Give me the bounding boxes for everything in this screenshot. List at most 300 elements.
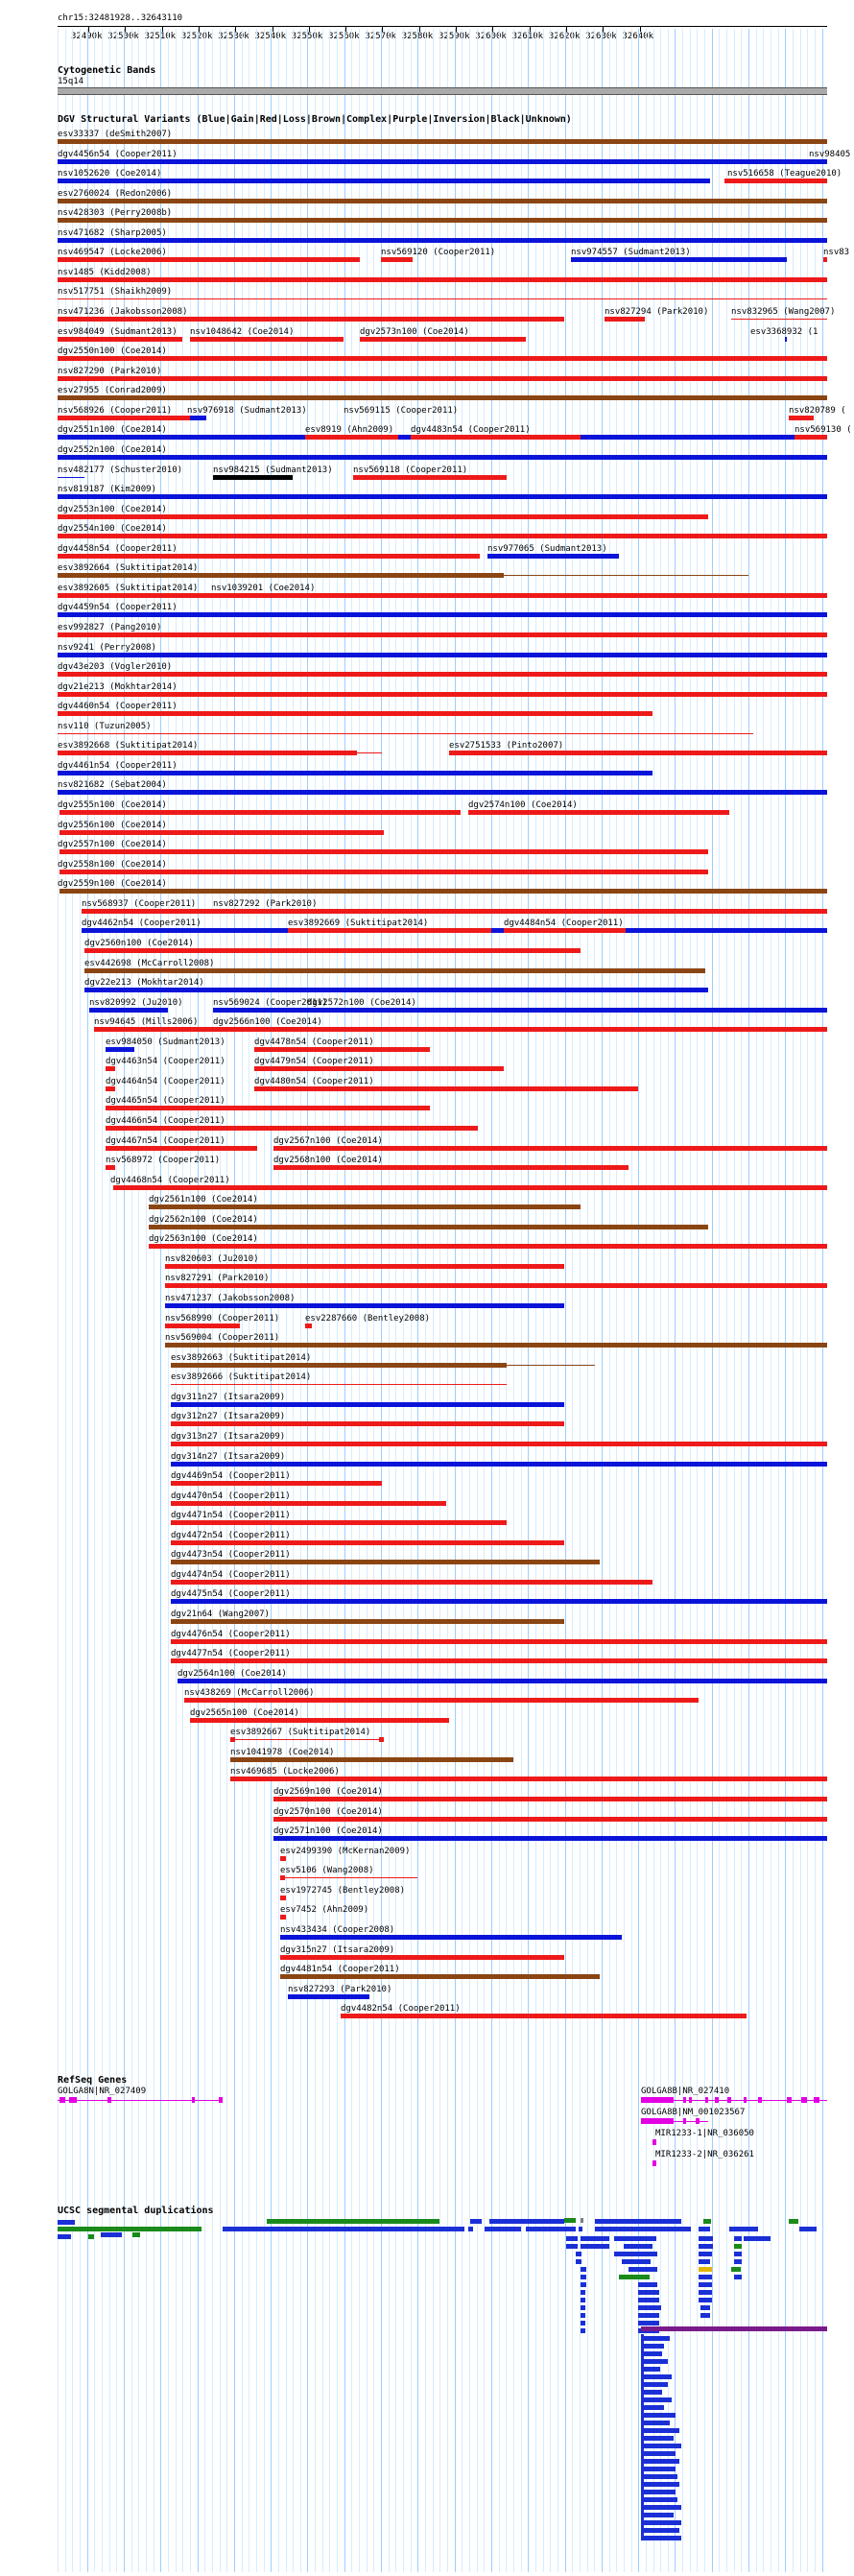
position-label: chr15:32481928..32643110 (58, 13, 183, 23)
gene-structure[interactable] (58, 2100, 223, 2101)
segdup-feature[interactable] (734, 2236, 742, 2241)
segdup-feature[interactable] (641, 2482, 679, 2487)
variant-feature[interactable] (353, 475, 507, 480)
variant-feature[interactable] (178, 1679, 827, 1683)
variant-feature[interactable] (106, 1126, 478, 1131)
gene-exon[interactable] (801, 2097, 807, 2103)
segdup-feature[interactable] (641, 2536, 681, 2540)
variant-label: esv3892605 (Suktitipat2014) (58, 583, 199, 593)
variant-feature[interactable] (171, 1481, 382, 1486)
variant-label: dgv4461n54 (Cooper2011) (58, 760, 178, 771)
variant-feature[interactable] (305, 435, 398, 440)
variant-feature[interactable] (58, 612, 827, 617)
segdup-feature[interactable] (581, 2236, 609, 2241)
variant-feature[interactable] (190, 1718, 449, 1723)
variant-feature[interactable] (785, 337, 787, 342)
segdup-feature[interactable] (566, 2236, 578, 2241)
segdup-feature[interactable] (223, 2227, 244, 2231)
variant-feature[interactable] (280, 1915, 286, 1920)
segdup-feature[interactable] (581, 2321, 585, 2326)
variant-label: dgv4473n54 (Cooper2011) (171, 1550, 291, 1561)
segdup-feature[interactable] (641, 2421, 670, 2425)
variant-feature[interactable] (58, 179, 710, 183)
variant-feature[interactable] (171, 1363, 507, 1368)
variant-feature[interactable] (106, 1106, 430, 1110)
variant-feature[interactable] (487, 554, 619, 559)
variant-feature[interactable] (731, 319, 827, 320)
segdup-feature[interactable] (641, 2451, 676, 2456)
variant-feature[interactable] (171, 1560, 600, 1564)
variant-label: esv2287660 (Bentley2008) (305, 1313, 431, 1324)
segdup-feature[interactable] (581, 2313, 585, 2318)
variant-feature[interactable] (190, 337, 344, 342)
segdup-feature[interactable] (799, 2227, 817, 2231)
variant-label: nsv94645 (Mills2006) (94, 1017, 199, 1028)
grid-line (778, 29, 779, 2572)
variant-feature[interactable] (230, 1777, 827, 1781)
gene-exon[interactable] (641, 2118, 674, 2124)
segdup-feature[interactable] (641, 2474, 677, 2479)
variant-feature[interactable] (58, 159, 827, 164)
variant-feature[interactable] (171, 1442, 827, 1446)
gene-exon[interactable] (715, 2097, 719, 2103)
variant-feature[interactable] (58, 257, 360, 262)
segdup-feature[interactable] (101, 2232, 122, 2237)
segdup-feature[interactable] (641, 2397, 672, 2402)
segdup-feature[interactable] (729, 2227, 758, 2231)
segdup-feature[interactable] (641, 2520, 681, 2525)
segdup-feature[interactable] (641, 2505, 681, 2510)
variant-feature[interactable] (149, 1244, 827, 1249)
variant-feature[interactable] (280, 1896, 286, 1900)
variant-feature[interactable] (171, 1421, 564, 1426)
segdup-feature[interactable] (699, 2282, 712, 2287)
variant-feature[interactable] (149, 1225, 708, 1229)
variant-feature[interactable] (273, 1817, 827, 1822)
variant-label: dgv4456n54 (Cooper2011) (58, 149, 178, 159)
gene-exon[interactable] (705, 2097, 708, 2103)
variant-label: dgv4484n54 (Cooper2011) (504, 918, 624, 929)
variant-feature[interactable] (84, 988, 708, 992)
variant-feature[interactable] (58, 277, 827, 282)
segdup-feature[interactable] (699, 2267, 712, 2272)
variant-feature[interactable] (58, 416, 190, 420)
variant-label: esv2499390 (McKernan2009) (280, 1846, 411, 1856)
variant-feature[interactable] (171, 1540, 564, 1545)
variant-label: esv3892669 (Suktitipat2014) (288, 918, 429, 929)
segdup-feature[interactable] (700, 2313, 710, 2318)
segdup-feature[interactable] (641, 2390, 662, 2395)
segdup-feature[interactable] (579, 2227, 582, 2231)
variant-feature[interactable] (724, 179, 827, 183)
segdup-feature[interactable] (581, 2305, 585, 2310)
variant-feature[interactable] (58, 672, 827, 677)
segdup-feature[interactable] (641, 2459, 679, 2464)
variant-label: esv3892667 (Suktitipat2014) (230, 1728, 371, 1738)
segdup-feature[interactable] (699, 2227, 710, 2231)
grid-line (587, 29, 588, 2572)
segdup-feature[interactable] (244, 2227, 464, 2231)
variant-feature[interactable] (149, 1205, 581, 1209)
variant-feature[interactable] (280, 1974, 600, 1979)
variant-feature[interactable] (58, 554, 480, 559)
variant-feature[interactable] (89, 1008, 168, 1013)
variant-label: nsv482177 (Schuster2010) (58, 465, 183, 475)
segdup-feature[interactable] (581, 2244, 609, 2249)
variant-feature[interactable] (190, 416, 206, 420)
segdup-feature[interactable] (614, 2236, 656, 2241)
segdup-feature[interactable] (641, 2382, 668, 2387)
variant-feature[interactable] (59, 849, 708, 854)
variant-feature[interactable] (165, 1343, 827, 1348)
variant-feature[interactable] (106, 1086, 115, 1091)
segdup-feature[interactable] (566, 2244, 578, 2249)
segdup-feature[interactable] (699, 2298, 712, 2302)
variant-feature[interactable] (113, 1185, 827, 1190)
variant-feature[interactable] (360, 337, 526, 342)
segdup-feature[interactable] (641, 2513, 674, 2517)
segdup-feature[interactable] (88, 2234, 94, 2239)
variant-feature[interactable] (230, 1739, 382, 1740)
variant-feature[interactable] (171, 1599, 827, 1604)
variant-feature[interactable] (58, 395, 827, 400)
variant-feature[interactable] (58, 356, 827, 361)
variant-feature[interactable] (795, 435, 827, 440)
variant-feature[interactable] (288, 928, 491, 933)
variant-feature[interactable] (59, 830, 384, 835)
segdup-feature[interactable] (731, 2267, 741, 2272)
gene-label: GOLGA8B|NM_001023567 (641, 2108, 746, 2117)
grid-line (763, 29, 764, 2572)
variant-feature[interactable] (58, 790, 827, 795)
variant-feature[interactable] (341, 2014, 747, 2018)
segdup-feature[interactable] (581, 2275, 586, 2279)
variant-feature[interactable] (288, 1994, 369, 1999)
segdup-feature[interactable] (700, 2305, 710, 2310)
segdup-feature[interactable] (638, 2305, 661, 2310)
variant-feature[interactable] (381, 257, 413, 262)
variant-feature[interactable] (230, 1757, 513, 1762)
segdup-feature[interactable] (58, 2234, 71, 2239)
ruler-line (58, 26, 827, 27)
segdup-feature[interactable] (58, 2220, 75, 2225)
variant-feature[interactable] (59, 870, 708, 874)
variant-feature[interactable] (165, 1283, 827, 1288)
gene-exon[interactable] (744, 2097, 747, 2103)
segdup-feature[interactable] (595, 2227, 691, 2231)
segdup-feature[interactable] (641, 2344, 664, 2349)
variant-feature[interactable] (165, 1264, 564, 1269)
segdup-feature[interactable] (641, 2413, 676, 2418)
variant-feature[interactable] (106, 1146, 257, 1151)
segdup-feature[interactable] (734, 2252, 742, 2256)
variant-feature[interactable] (171, 1384, 350, 1385)
variant-feature[interactable] (280, 1856, 286, 1861)
gene-exon[interactable] (683, 2118, 686, 2124)
variant-label: nsv98405 (809, 149, 851, 159)
variant-feature[interactable] (58, 337, 182, 342)
gene-exon[interactable] (814, 2097, 819, 2103)
gene-exon[interactable] (59, 2097, 65, 2103)
segdup-feature[interactable] (641, 2351, 662, 2356)
gene-exon[interactable] (683, 2097, 686, 2103)
variant-feature[interactable] (507, 1365, 595, 1366)
segdup-feature[interactable] (468, 2227, 473, 2231)
mirna-feature[interactable] (652, 2160, 656, 2166)
variant-feature[interactable] (273, 1797, 827, 1801)
variant-feature[interactable] (171, 1639, 827, 1644)
segdup-feature[interactable] (581, 2298, 585, 2302)
variant-feature[interactable] (254, 1066, 504, 1071)
variant-feature[interactable] (379, 1737, 384, 1742)
mirna-feature[interactable] (652, 2139, 656, 2145)
gene-exon[interactable] (192, 2097, 195, 2103)
segdup-feature[interactable] (489, 2219, 564, 2224)
variant-feature[interactable] (58, 199, 827, 203)
grid-line (543, 29, 544, 2572)
variant-feature[interactable] (58, 751, 357, 755)
segdup-feature[interactable] (595, 2219, 681, 2224)
segdup-feature[interactable] (789, 2219, 798, 2224)
variant-feature[interactable] (254, 1086, 638, 1091)
variant-feature[interactable] (84, 948, 581, 953)
gene-exon[interactable] (69, 2097, 77, 2103)
variant-label: dgv315n27 (Itsara2009) (280, 1944, 395, 1955)
grid-line (580, 29, 581, 2572)
segdup-feature[interactable] (641, 2436, 674, 2441)
segdup-feature[interactable] (581, 2218, 583, 2223)
gene-exon[interactable] (107, 2097, 111, 2103)
segdup-feature[interactable] (581, 2290, 585, 2295)
variant-feature[interactable] (84, 968, 705, 973)
variant-feature[interactable] (58, 593, 827, 598)
segdup-feature[interactable] (641, 2405, 664, 2410)
variant-feature[interactable] (58, 376, 827, 381)
gene-exon[interactable] (758, 2097, 762, 2103)
variant-feature[interactable] (58, 711, 652, 716)
variant-label: nsv569115 (Cooper2011) (344, 405, 459, 416)
gene-exon[interactable] (689, 2097, 692, 2103)
variant-label: nsv1052620 (Coe2014) (58, 169, 162, 179)
segdup-feature[interactable] (638, 2298, 659, 2302)
variant-feature[interactable] (165, 1324, 240, 1328)
variant-feature[interactable] (165, 1303, 564, 1308)
variant-feature[interactable] (171, 1658, 827, 1663)
variant-feature[interactable] (449, 751, 827, 755)
segdup-feature[interactable] (734, 2244, 742, 2249)
grid-line (557, 29, 558, 2572)
segdup-feature[interactable] (641, 2334, 644, 2538)
variant-feature[interactable] (273, 1836, 827, 1841)
variant-feature[interactable] (305, 1324, 312, 1328)
variant-feature[interactable] (58, 692, 827, 697)
variant-feature[interactable] (504, 575, 748, 576)
variant-feature[interactable] (82, 909, 827, 914)
segdup-feature[interactable] (641, 2326, 827, 2331)
variant-feature[interactable] (58, 477, 84, 478)
segdup-feature[interactable] (641, 2359, 668, 2364)
segdup-feature[interactable] (641, 2528, 679, 2533)
segdup-feature[interactable] (614, 2252, 657, 2256)
variant-feature[interactable] (789, 416, 814, 420)
variant-feature[interactable] (94, 1027, 827, 1032)
variant-feature[interactable] (106, 1066, 115, 1071)
variant-feature[interactable] (504, 928, 626, 933)
segdup-feature[interactable] (564, 2218, 576, 2223)
variant-feature[interactable] (58, 317, 564, 322)
segdup-feature[interactable] (641, 2490, 676, 2494)
segdup-feature[interactable] (267, 2219, 439, 2224)
segdup-feature[interactable] (641, 2374, 672, 2379)
variant-feature[interactable] (280, 1935, 622, 1940)
variant-label: dgv4474n54 (Cooper2011) (171, 1569, 291, 1580)
segdup-feature[interactable] (699, 2259, 710, 2264)
variant-feature[interactable] (171, 1580, 652, 1585)
segdup-feature[interactable] (132, 2232, 140, 2237)
segdup-feature[interactable] (641, 2428, 679, 2433)
segdup-feature[interactable] (641, 2497, 677, 2502)
grid-line (513, 29, 514, 2572)
variant-label: nsv827293 (Park2010) (288, 1984, 392, 1994)
variant-feature[interactable] (273, 1146, 827, 1151)
variant-feature[interactable] (58, 139, 827, 144)
segdup-feature[interactable] (699, 2290, 712, 2295)
variant-label: nsv110 (Tuzun2005) (58, 721, 152, 731)
segdup-feature[interactable] (629, 2267, 657, 2272)
variant-feature[interactable] (280, 1875, 285, 1880)
grid-line (469, 29, 470, 2572)
variant-feature[interactable] (58, 218, 827, 223)
variant-feature[interactable] (171, 1402, 564, 1407)
variant-feature[interactable] (230, 1737, 235, 1742)
variant-feature[interactable] (213, 475, 293, 480)
segdup-feature[interactable] (699, 2236, 713, 2241)
gene-exon[interactable] (641, 2097, 674, 2103)
grid-line (668, 29, 669, 2572)
variant-feature[interactable] (58, 733, 753, 734)
variant-feature[interactable] (106, 1165, 115, 1170)
variant-feature[interactable] (357, 752, 382, 753)
variant-feature[interactable] (280, 1955, 564, 1960)
variant-label: dgv2565n100 (Coe2014) (190, 1707, 299, 1718)
segdup-feature[interactable] (641, 2444, 681, 2448)
variant-feature[interactable] (58, 514, 708, 519)
variant-feature[interactable] (171, 1520, 507, 1525)
variant-label: dgv4478n54 (Cooper2011) (254, 1037, 374, 1047)
variant-feature[interactable] (184, 1698, 699, 1703)
segdup-feature[interactable] (622, 2259, 651, 2264)
segdup-feature[interactable] (638, 2282, 657, 2287)
variant-feature[interactable] (59, 810, 461, 815)
segdup-feature[interactable] (734, 2275, 742, 2279)
variant-label: nsv471236 (Jakobsson2008) (58, 307, 188, 318)
variant-feature[interactable] (59, 889, 827, 894)
cytoband-bar[interactable] (58, 87, 827, 95)
variant-feature[interactable] (468, 810, 729, 815)
variant-feature[interactable] (350, 1384, 507, 1385)
variant-label: esv8919 (Ahn2009) (305, 425, 394, 436)
variant-feature[interactable] (58, 573, 504, 578)
variant-label: dgv21n64 (Wang2007) (171, 1610, 270, 1619)
segdup-feature[interactable] (638, 2313, 659, 2318)
variant-feature[interactable] (106, 1047, 134, 1052)
variant-feature[interactable] (273, 1165, 629, 1170)
variant-label: esv5106 (Wang2008) (280, 1866, 374, 1876)
variant-feature[interactable] (58, 771, 652, 775)
segdup-feature[interactable] (619, 2275, 650, 2279)
variant-feature[interactable] (58, 494, 827, 499)
gene-exon[interactable] (727, 2097, 731, 2103)
grid-line (477, 29, 478, 2572)
variant-feature[interactable] (171, 1501, 446, 1506)
segdup-feature[interactable] (641, 2367, 660, 2372)
variant-label: dgv2550n100 (Coe2014) (58, 346, 167, 357)
segdup-feature[interactable] (699, 2252, 712, 2256)
variant-feature[interactable] (58, 653, 827, 657)
variant-feature[interactable] (823, 257, 827, 262)
variant-feature[interactable] (58, 632, 827, 637)
variant-feature[interactable] (171, 1462, 827, 1467)
variant-feature[interactable] (58, 455, 827, 460)
variant-feature[interactable] (254, 1047, 430, 1052)
segdup-feature[interactable] (581, 2328, 585, 2333)
segdup-feature[interactable] (624, 2244, 652, 2249)
variant-feature[interactable] (58, 298, 827, 299)
variant-feature[interactable] (58, 238, 827, 243)
variant-label: dgv2573n100 (Coe2014) (360, 326, 469, 337)
variant-label: esv3892664 (Suktitipat2014) (58, 563, 199, 574)
variant-feature[interactable] (58, 534, 827, 538)
segdup-feature[interactable] (638, 2321, 659, 2326)
segdup-feature[interactable] (699, 2275, 712, 2279)
segdup-feature[interactable] (699, 2244, 713, 2249)
segdup-feature[interactable] (638, 2290, 659, 2295)
variant-feature[interactable] (213, 1008, 827, 1013)
variant-label: dgv4480n54 (Cooper2011) (254, 1076, 374, 1086)
segdup-feature[interactable] (734, 2259, 742, 2264)
variant-feature[interactable] (605, 317, 645, 322)
dgv-title: DGV Structural Variants (Blue|Gain|Red|Loss|Brown|Complex|Purple|Inversion|Black|Unknown) (58, 114, 572, 125)
segdup-feature[interactable] (58, 2227, 202, 2231)
variant-label: nsv820603 (Ju2010) (165, 1253, 259, 1264)
gene-exon[interactable] (219, 2097, 223, 2103)
gene-exon[interactable] (787, 2097, 792, 2103)
variant-feature[interactable] (171, 1619, 564, 1624)
variant-feature[interactable] (411, 435, 581, 440)
variant-label: dgv4483n54 (Cooper2011) (411, 425, 531, 436)
segdup-feature[interactable] (744, 2236, 771, 2241)
variant-label: dgv311n27 (Itsara2009) (171, 1392, 286, 1402)
variant-label: nsv568972 (Cooper2011) (106, 1156, 221, 1166)
segdup-feature[interactable] (526, 2227, 576, 2231)
segdup-feature[interactable] (581, 2267, 586, 2272)
variant-feature[interactable] (571, 257, 787, 262)
variant-feature[interactable] (280, 1877, 417, 1878)
segdup-feature[interactable] (470, 2219, 482, 2224)
variant-label: nsv1041978 (Coe2014) (230, 1747, 335, 1757)
segdup-feature[interactable] (703, 2219, 711, 2224)
segdup-feature[interactable] (641, 2336, 670, 2341)
segdup-feature[interactable] (576, 2252, 581, 2256)
gene-exon[interactable] (696, 2118, 700, 2124)
grid-line (337, 29, 338, 2572)
segdup-feature[interactable] (576, 2259, 581, 2264)
segdup-feature[interactable] (641, 2467, 676, 2471)
grid-line (315, 29, 316, 2572)
segdup-feature[interactable] (485, 2227, 521, 2231)
variant-label: dgv2562n100 (Coe2014) (149, 1214, 258, 1225)
segdup-feature[interactable] (581, 2282, 586, 2287)
